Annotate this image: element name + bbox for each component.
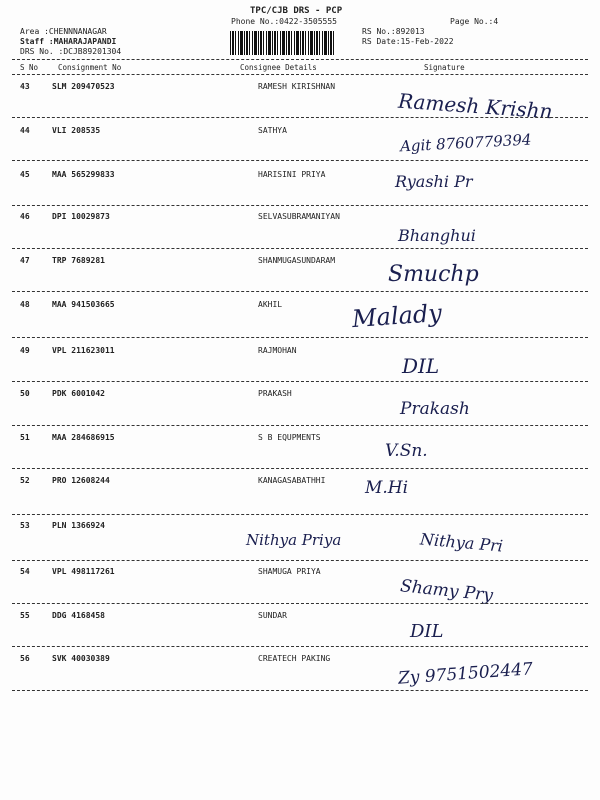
divider [12, 160, 588, 161]
divider [12, 381, 588, 382]
staff-label: Staff :MAHARAJAPANDI [20, 37, 117, 46]
row-signature: Bhanghui [398, 226, 476, 245]
row-consignee: PRAKASH [258, 389, 292, 398]
row-sno: 52 [20, 476, 30, 485]
row-consignee: S B EQUPMENTS [258, 433, 321, 442]
row-consignment: SVK 40030389 [52, 654, 110, 663]
row-consignee: RAJMOHAN [258, 346, 297, 355]
row-signature: Smuchp [388, 262, 479, 287]
col-consignee: Consignee Details [240, 63, 317, 72]
row-signature: Ryashi Pr [395, 172, 473, 191]
row-sno: 43 [20, 82, 30, 91]
row-signature-2: Nithya Pri [419, 529, 504, 556]
row-signature: Malady [351, 298, 443, 334]
row-consignment: PDK 6001042 [52, 389, 105, 398]
phone-number: Phone No.:0422-3505555 [231, 17, 337, 26]
row-sno: 56 [20, 654, 30, 663]
divider [12, 291, 588, 292]
divider [12, 117, 588, 118]
row-sno: 51 [20, 433, 30, 442]
divider [12, 59, 588, 60]
col-sno: S No [20, 63, 39, 72]
doc-title: TPC/CJB DRS - PCP [250, 6, 343, 16]
row-sno: 47 [20, 256, 30, 265]
divider [12, 205, 588, 206]
row-sno: 49 [20, 346, 30, 355]
row-consignment: MAA 941503665 [52, 300, 115, 309]
divider [12, 646, 588, 647]
row-signature: M.Hi [365, 478, 409, 498]
row-consignment: MAA 284686915 [52, 433, 115, 442]
row-sno: 50 [20, 389, 30, 398]
divider [12, 560, 588, 561]
row-sno: 54 [20, 567, 30, 576]
rs-number: RS No.:892013 [362, 27, 425, 36]
row-sno: 44 [20, 126, 30, 135]
row-consignee: SATHYA [258, 126, 287, 135]
row-consignee: AKHIL [258, 300, 283, 309]
row-signature: DIL [402, 354, 440, 378]
divider [12, 74, 588, 75]
divider [12, 690, 588, 691]
row-signature: Zy 9751502447 [397, 659, 534, 689]
row-consignee: HARISINI PRIYA [258, 170, 326, 179]
rs-date: RS Date:15-Feb-2022 [362, 37, 454, 46]
row-consignment: SLM 209470523 [52, 82, 115, 91]
row-consignee: CREATECH PAKING [258, 654, 331, 663]
row-signature: Shamy Pry [399, 576, 494, 606]
row-signature: V.Sn. [385, 441, 428, 461]
col-consignment: Consignment No [58, 63, 122, 72]
divider [12, 425, 588, 426]
barcode-image [230, 31, 336, 55]
area-label: Area :CHENNNANAGAR [20, 27, 107, 36]
row-consignment: VPL 211623011 [52, 346, 115, 355]
row-signature: Ramesh Krishn [397, 88, 554, 124]
row-signature: Prakash [400, 399, 470, 419]
row-consignment: DPI 10029873 [52, 212, 110, 221]
row-consignee: SHAMUGA PRIYA [258, 567, 321, 576]
row-consignee: KANAGASABATHHI [258, 476, 326, 485]
row-consignee: SELVASUBRAMANIYAN [258, 212, 340, 221]
row-signature: Nithya Priya [246, 531, 342, 549]
row-consignment: PRO 12608244 [52, 476, 110, 485]
row-consignee: RAMESH KIRISHNAN [258, 82, 336, 91]
row-sno: 45 [20, 170, 30, 179]
row-sno: 53 [20, 521, 30, 530]
row-sno: 48 [20, 300, 30, 309]
row-consignment: DDG 4168458 [52, 611, 105, 620]
divider [12, 248, 588, 249]
row-consignee: SUNDAR [258, 611, 287, 620]
divider [12, 514, 588, 515]
divider [12, 337, 588, 338]
row-sno: 55 [20, 611, 30, 620]
col-signature: Signature [424, 63, 465, 72]
row-sno: 46 [20, 212, 30, 221]
row-consignment: MAA 565299833 [52, 170, 115, 179]
divider [12, 603, 588, 604]
row-consignee: SHANMUGASUNDARAM [258, 256, 336, 265]
row-consignment: VLI 208535 [52, 126, 101, 135]
row-consignment: VPL 498117261 [52, 567, 115, 576]
row-consignment: TRP 7689281 [52, 256, 105, 265]
row-signature: Agit 8760779394 [399, 130, 532, 156]
row-consignment: PLN 1366924 [52, 521, 105, 530]
row-signature: DIL [410, 621, 444, 642]
drs-number: DRS No. :DCJB89201304 [20, 47, 122, 56]
divider [12, 468, 588, 469]
page-number: Page No.:4 [450, 17, 499, 26]
